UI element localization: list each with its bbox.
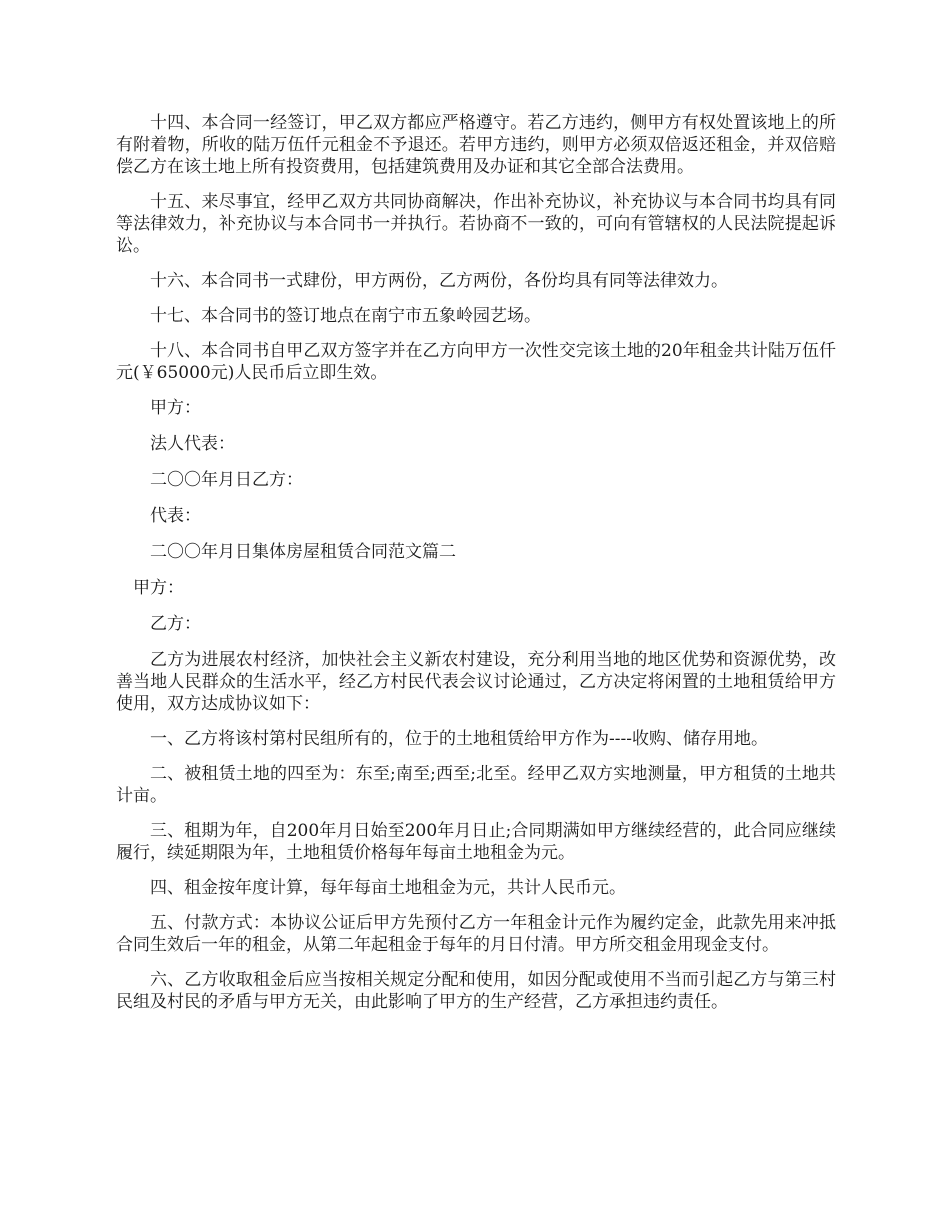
preamble-paragraph: 乙方为进展农村经济，加快社会主义新农村建设，充分利用当地的地区优势和资源优势，改善当地人民群众的生活水平，经乙方村民代表会议讨论通过，乙方决定将闲置的土地租赁给甲方使用，双方达成协议如下： — [116, 650, 836, 714]
party-b-label: 乙方： — [150, 614, 201, 634]
article-3: 三、租期为年，自200年月日始至200年月日止;合同期满如甲方继续经营的，此合同应继续履行，续延期限为年，土地租赁价格每年每亩土地租金为元。 — [116, 821, 836, 863]
clause-18: 十八、本合同书自甲乙双方签字并在乙方向甲方一次性交完该土地的20年租金共计陆万伍仟元(￥65000元)人民币后立即生效。 — [116, 341, 836, 383]
article-1: 一、乙方将该村第村民组所有的，位于的土地租赁给甲方作为----收购、储存用地。 — [150, 729, 768, 749]
representative-label: 代表： — [150, 506, 201, 526]
party-a-label: 甲方： — [133, 578, 184, 598]
clause-17: 十七、本合同书的签订地点在南宁市五象岭园艺场。 — [150, 306, 541, 326]
section-title-part-two: 二〇〇年月日集体房屋租赁合同范文篇二 — [150, 542, 456, 562]
clause-14: 十四、本合同一经签订，甲乙双方都应严格遵守。若乙方违约，侧甲方有权处置该地上的所有附着物，所收的陆万伍仟元租金不予退还。若甲方违约，则甲方必须双倍返还租金，并双倍赔偿乙方在该土地上所有投资费用，包括建筑费用及办证和其它全部合法费用。 — [116, 113, 836, 177]
clause-16: 十六、本合同书一式肆份，甲方两份，乙方两份，各份均具有同等法律效力。 — [150, 271, 728, 291]
clause-15: 十五、来尽事宜，经甲乙双方共同协商解决，作出补充协议，补充协议与本合同书均具有同等法律效力，补充协议与本合同书一并执行。若协商不一致的，可向有管辖权的人民法院提起诉讼。 — [116, 192, 836, 256]
article-4: 四、租金按年度计算，每年每亩土地租金为元，共计人民币元。 — [150, 878, 626, 898]
date-party-b-label: 二〇〇年月日乙方： — [150, 470, 303, 490]
party-a-signature-label: 甲方： — [150, 398, 201, 418]
legal-representative-label: 法人代表： — [150, 434, 235, 454]
article-6: 六、乙方收取租金后应当按相关规定分配和使用，如因分配或使用不当而引起乙方与第三村民组及村民的矛盾与甲方无关，由此影响了甲方的生产经营，乙方承担违约责任。 — [116, 970, 836, 1012]
article-2: 二、被租赁土地的四至为：东至;南至;西至;北至。经甲乙双方实地测量，甲方租赁的土地共计亩。 — [116, 764, 836, 806]
document-body — [116, 112, 836, 1026]
article-5: 五、付款方式：本协议公证后甲方先预付乙方一年租金计元作为履约定金，此款先用来冲抵合同生效后一年的租金，从第二年起租金于每年的月日付清。甲方所交租金用现金支付。 — [116, 913, 836, 955]
